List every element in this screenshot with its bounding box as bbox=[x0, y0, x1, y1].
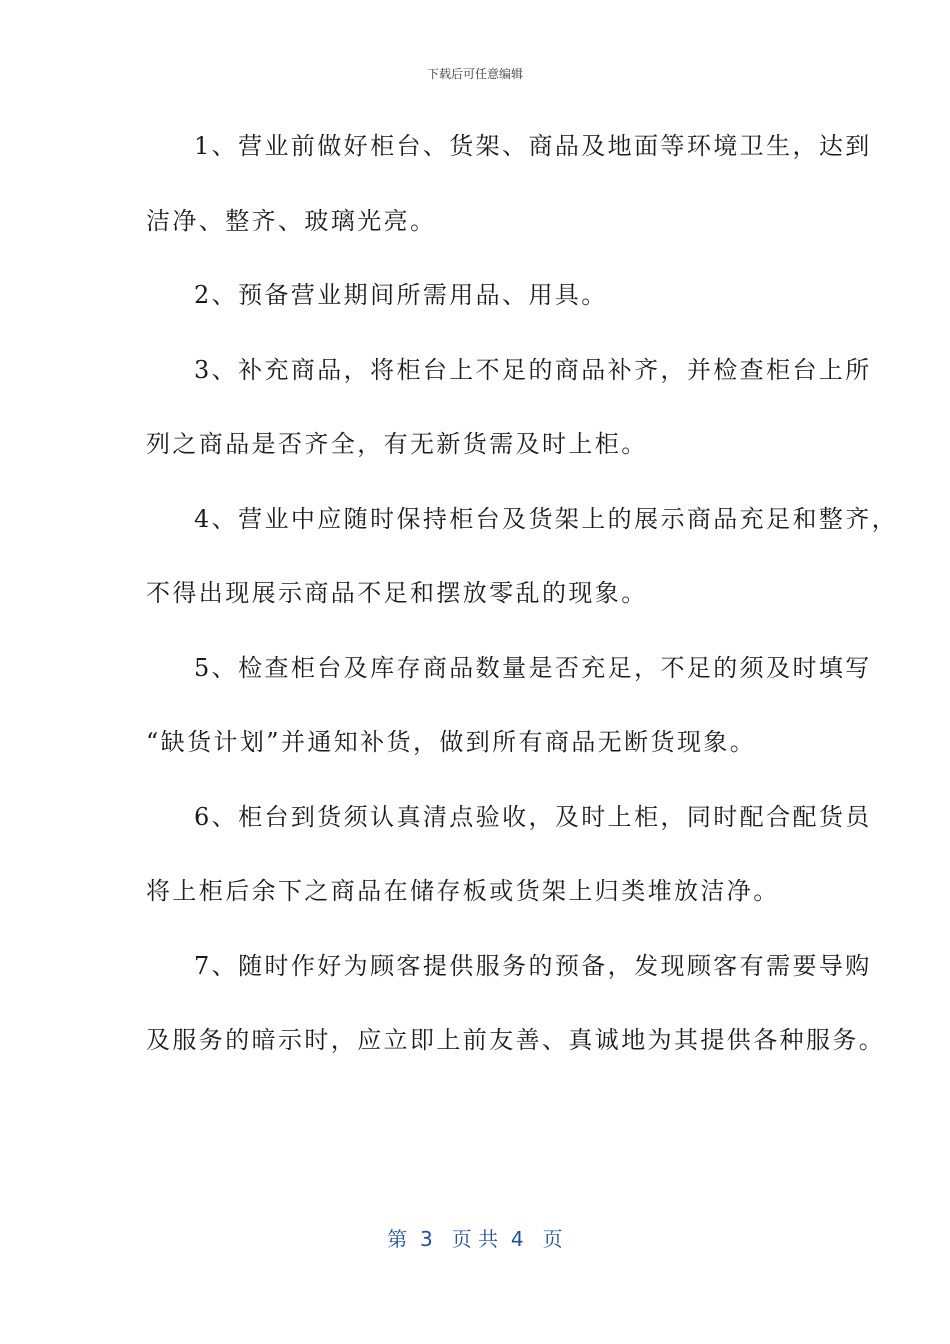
text-line: 4、营业中应随时保持柜台及货架上的展示商品充足和整齐， bbox=[194, 504, 899, 533]
text-line: 6、柜台到货须认真清点验收，及时上柜，同时配合配货员 bbox=[194, 802, 872, 831]
text-line: 1、营业前做好柜台、货架、商品及地面等环境卫生，达到 bbox=[194, 132, 872, 160]
text-line: “缺货计划”并通知补货，做到所有商品无断货现象。 bbox=[146, 728, 757, 756]
page-number-footer: 第 3 页 共 4 页 bbox=[387, 1227, 563, 1251]
text-line: 将上柜后余下之商品在储存板或货架上归类堆放洁净。 bbox=[146, 877, 780, 905]
text-line: 列之商品是否齐全，有无新货需及时上柜。 bbox=[146, 430, 648, 458]
text-line: 3、补充商品，将柜台上不足的商品补齐，并检查柜台上所 bbox=[194, 355, 872, 384]
document-body bbox=[146, 122, 899, 1091]
text-line: 及服务的暗示时，应立即上前友善、真诚地为其提供各种服务。 bbox=[146, 1026, 886, 1054]
text-line: 5、检查柜台及库存商品数量是否充足，不足的须及时填写 bbox=[194, 653, 872, 682]
page-header: 下载后可任意编辑 bbox=[426, 67, 523, 81]
text-line: 不得出现展示商品不足和摆放零乱的现象。 bbox=[146, 579, 648, 607]
text-line: 洁净、整齐、玻璃光亮。 bbox=[146, 206, 437, 235]
text-line: 2、预备营业期间所需用品、用具。 bbox=[194, 281, 608, 309]
text-line: 7、随时作好为顾客提供服务的预备，发现顾客有需要导购 bbox=[194, 951, 872, 980]
